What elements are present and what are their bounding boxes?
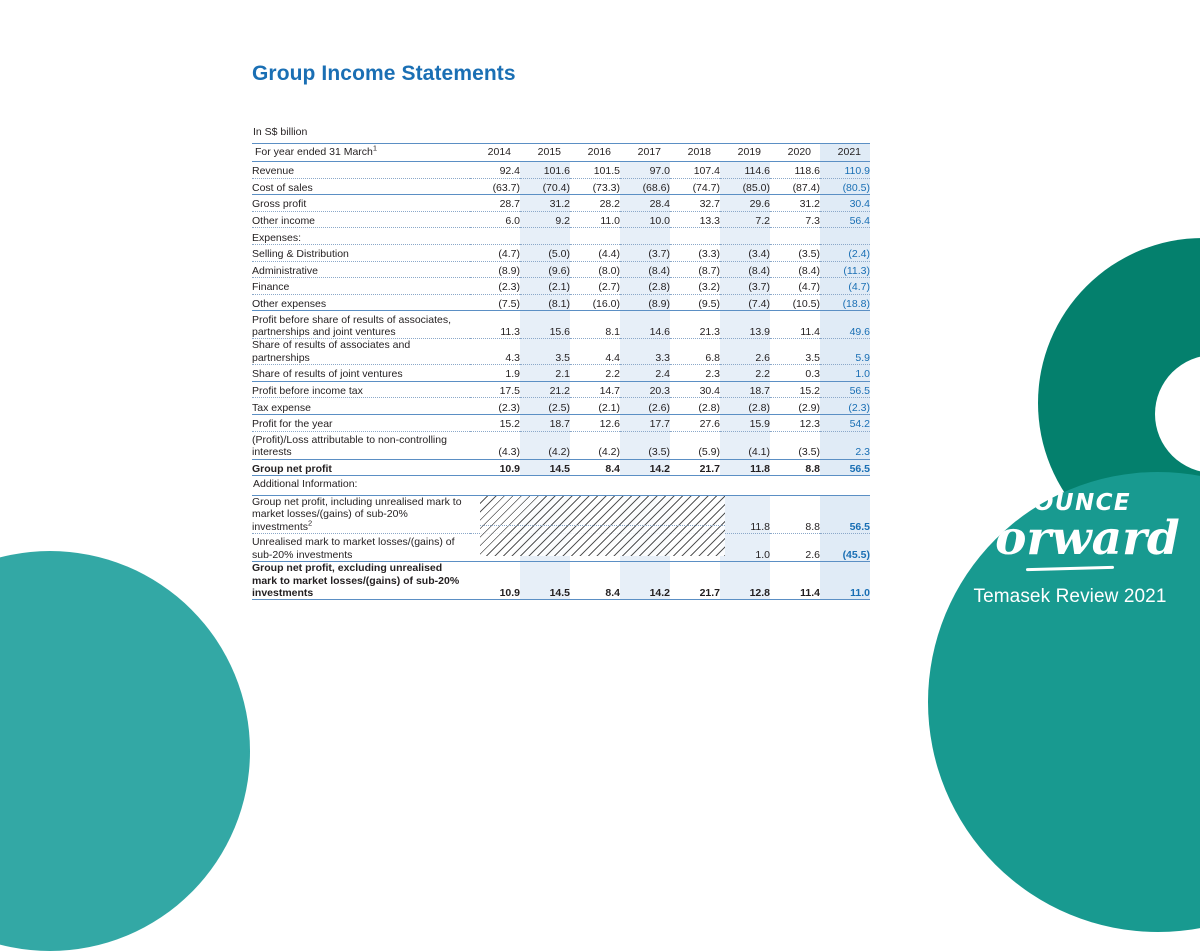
cell-2019: (2.8) — [720, 398, 770, 415]
cell-2021: 2.3 — [820, 431, 870, 459]
cell-2019: (85.0) — [720, 178, 770, 195]
row-label: Cost of sales — [252, 178, 470, 195]
cell-2018: 30.4 — [670, 381, 720, 398]
cell-2015 — [520, 534, 570, 562]
cell-2019: 11.8 — [720, 496, 770, 534]
cell-2016: 12.6 — [570, 414, 620, 431]
cell-2020 — [770, 228, 820, 245]
cell-2021: (11.3) — [820, 261, 870, 278]
cell-2020: 8.8 — [770, 496, 820, 534]
table-row — [252, 228, 870, 245]
header-period-label: For year ended 31 March$^1$ — [252, 144, 470, 162]
cell-2018: 27.6 — [670, 414, 720, 431]
cell-2015: 21.2 — [520, 381, 570, 398]
cell-2017: 97.0 — [620, 162, 670, 179]
cell-2014: 6.0 — [470, 211, 520, 228]
cell-2015: 3.5 — [520, 339, 570, 365]
cell-2019: 114.6 — [720, 162, 770, 179]
cell-2020: (8.4) — [770, 261, 820, 278]
cell-2016: 8.4 — [570, 459, 620, 476]
cell-2018 — [670, 534, 720, 562]
footnote-marker-2: 2 — [308, 518, 313, 528]
cell-2019: 15.9 — [720, 414, 770, 431]
cell-2017: 14.2 — [620, 562, 670, 600]
cell-2016: 11.0 — [570, 211, 620, 228]
cell-2020: 2.6 — [770, 534, 820, 562]
cell-2018: 21.7 — [670, 459, 720, 476]
cell-2021: 56.5 — [820, 381, 870, 398]
cell-2021: (18.8) — [820, 294, 870, 311]
cell-2018: 32.7 — [670, 195, 720, 212]
row-label: Gross profit — [252, 195, 470, 212]
cell-2015: 14.5 — [520, 459, 570, 476]
row-label: Selling & Distribution — [252, 244, 470, 261]
additional-information-table — [252, 495, 870, 600]
cell-2014: (2.3) — [470, 398, 520, 415]
cell-2021: (45.5) — [820, 534, 870, 562]
cell-2015: 101.6 — [520, 162, 570, 179]
cell-2019: (7.4) — [720, 294, 770, 311]
cell-2015: (9.6) — [520, 261, 570, 278]
cell-2020: (2.9) — [770, 398, 820, 415]
cell-2014: (2.3) — [470, 278, 520, 295]
cell-2020: 12.3 — [770, 414, 820, 431]
cell-2014: (8.9) — [470, 261, 520, 278]
cell-2015: 2.1 — [520, 365, 570, 382]
cell-2019: (3.4) — [720, 244, 770, 261]
cell-2020: (87.4) — [770, 178, 820, 195]
cell-2016: (4.2) — [570, 431, 620, 459]
cell-2018: 21.7 — [670, 562, 720, 600]
cell-2018 — [670, 496, 720, 534]
cell-2016: (4.4) — [570, 244, 620, 261]
cell-2020: 31.2 — [770, 195, 820, 212]
cell-2016: (8.0) — [570, 261, 620, 278]
cell-2019: (8.4) — [720, 261, 770, 278]
cell-2017: 10.0 — [620, 211, 670, 228]
cell-2014: 10.9 — [470, 459, 520, 476]
brand-block — [940, 478, 1200, 630]
cell-2014 — [470, 534, 520, 562]
cell-2020: (3.5) — [770, 431, 820, 459]
cell-2014: 15.2 — [470, 414, 520, 431]
cell-2020: 7.3 — [770, 211, 820, 228]
table-header-row — [252, 144, 870, 162]
cell-2015: (5.0) — [520, 244, 570, 261]
cell-2015: 9.2 — [520, 211, 570, 228]
cell-2021: 1.0 — [820, 365, 870, 382]
cell-2021: (2.3) — [820, 398, 870, 415]
cell-2020: (4.7) — [770, 278, 820, 295]
cell-2016: 101.5 — [570, 162, 620, 179]
table-row — [252, 278, 870, 295]
cell-2020: 3.5 — [770, 339, 820, 365]
cell-2016: (2.7) — [570, 278, 620, 295]
cell-2014: (4.7) — [470, 244, 520, 261]
col-header-2020: 2020 — [770, 144, 820, 162]
cell-2020: 15.2 — [770, 381, 820, 398]
page-title: Group Income Statements — [252, 62, 516, 85]
cell-2020: 8.8 — [770, 459, 820, 476]
cell-2020: 0.3 — [770, 365, 820, 382]
cell-2015: 15.6 — [520, 311, 570, 339]
cell-2018 — [670, 228, 720, 245]
row-label: Revenue — [252, 162, 470, 179]
cell-2017: 17.7 — [620, 414, 670, 431]
row-label: Profit before income tax — [252, 381, 470, 398]
cell-2016: (16.0) — [570, 294, 620, 311]
cell-2015: 31.2 — [520, 195, 570, 212]
cell-2017 — [620, 228, 670, 245]
cell-2020: 118.6 — [770, 162, 820, 179]
cell-2017: (8.9) — [620, 294, 670, 311]
row-label: Group net profit, including unrealised mark to market losses/(gains) of sub-20% investments$^2$ — [252, 496, 470, 534]
cell-2017: 14.6 — [620, 311, 670, 339]
cell-2018: (8.7) — [670, 261, 720, 278]
cell-2021: 5.9 — [820, 339, 870, 365]
cell-2015 — [520, 496, 570, 534]
cell-2014: 11.3 — [470, 311, 520, 339]
cell-2016: 8.4 — [570, 562, 620, 600]
cell-2014: 1.9 — [470, 365, 520, 382]
cell-2020: 11.4 — [770, 311, 820, 339]
cell-2018: 2.3 — [670, 365, 720, 382]
cell-2014: 28.7 — [470, 195, 520, 212]
table-row — [252, 162, 870, 179]
col-header-2018: 2018 — [670, 144, 720, 162]
cell-2017: (3.7) — [620, 244, 670, 261]
cell-2017: (3.5) — [620, 431, 670, 459]
col-header-2014: 2014 — [470, 144, 520, 162]
cell-2018: (2.8) — [670, 398, 720, 415]
table-row — [252, 365, 870, 382]
brand-underline-stroke — [1026, 566, 1114, 571]
cell-2016: 8.1 — [570, 311, 620, 339]
cell-2015: (2.1) — [520, 278, 570, 295]
table-row — [252, 178, 870, 195]
row-label: Share of results of joint ventures — [252, 365, 470, 382]
table-row — [252, 294, 870, 311]
row-label: Profit for the year — [252, 414, 470, 431]
cell-2016: (2.1) — [570, 398, 620, 415]
cell-2014: 4.3 — [470, 339, 520, 365]
cell-2016: 2.2 — [570, 365, 620, 382]
cell-2016: (73.3) — [570, 178, 620, 195]
table-row — [252, 534, 870, 562]
col-header-2019: 2019 — [720, 144, 770, 162]
cell-2021: 56.5 — [820, 496, 870, 534]
cell-2018: (9.5) — [670, 294, 720, 311]
cell-2017: (2.8) — [620, 278, 670, 295]
cell-2014: (7.5) — [470, 294, 520, 311]
cell-2014 — [470, 496, 520, 534]
col-header-2021: 2021 — [820, 144, 870, 162]
row-label: Other expenses — [252, 294, 470, 311]
cell-2018: (5.9) — [670, 431, 720, 459]
cell-2017: 2.4 — [620, 365, 670, 382]
cell-2017: 3.3 — [620, 339, 670, 365]
cell-2015: 18.7 — [520, 414, 570, 431]
table-row-total — [252, 562, 870, 600]
table-row — [252, 244, 870, 261]
table-row — [252, 195, 870, 212]
row-label: Other income — [252, 211, 470, 228]
table-row — [252, 496, 870, 534]
cell-2014: 10.9 — [470, 562, 520, 600]
cell-2018: 21.3 — [670, 311, 720, 339]
table-row — [252, 431, 870, 459]
table-row — [252, 414, 870, 431]
row-label: Finance — [252, 278, 470, 295]
cell-2018: (74.7) — [670, 178, 720, 195]
cell-2019: 2.6 — [720, 339, 770, 365]
cell-2017: (8.4) — [620, 261, 670, 278]
brand-review-title: Temasek Review 2021 — [973, 586, 1167, 607]
cell-2021: 110.9 — [820, 162, 870, 179]
cell-2020: (3.5) — [770, 244, 820, 261]
cell-2014: (4.3) — [470, 431, 520, 459]
table-row — [252, 211, 870, 228]
hatched-region-divider — [480, 525, 725, 527]
cell-2019 — [720, 228, 770, 245]
brand-bounce-text: BOUNCE — [1015, 490, 1131, 516]
row-label: Group net profit — [252, 459, 470, 476]
row-label: Share of results of associates and partnerships — [252, 339, 470, 365]
cell-2019: 29.6 — [720, 195, 770, 212]
cell-2017 — [620, 534, 670, 562]
cell-2021: (2.4) — [820, 244, 870, 261]
table-row — [252, 311, 870, 339]
table-row — [252, 398, 870, 415]
cell-2019: 1.0 — [720, 534, 770, 562]
cell-2015: (2.5) — [520, 398, 570, 415]
cell-2017: 14.2 — [620, 459, 670, 476]
col-header-2016: 2016 — [570, 144, 620, 162]
cell-2019: 13.9 — [720, 311, 770, 339]
footnote-marker-1: 1 — [372, 143, 378, 153]
cell-2019: (4.1) — [720, 431, 770, 459]
cell-2016 — [570, 228, 620, 245]
col-header-2015: 2015 — [520, 144, 570, 162]
cell-2016 — [570, 534, 620, 562]
cell-2015: (4.2) — [520, 431, 570, 459]
brand-forward-text: Forward — [964, 511, 1180, 566]
cell-2016: 4.4 — [570, 339, 620, 365]
additional-information-label: Additional Information: — [253, 478, 358, 490]
cell-2019: 11.8 — [720, 459, 770, 476]
cell-2021: 30.4 — [820, 195, 870, 212]
cell-2018: (3.3) — [670, 244, 720, 261]
cell-2019: 7.2 — [720, 211, 770, 228]
cell-2014 — [470, 228, 520, 245]
cell-2015 — [520, 228, 570, 245]
cell-2021: 11.0 — [820, 562, 870, 600]
cell-2015: 14.5 — [520, 562, 570, 600]
cell-2015: (70.4) — [520, 178, 570, 195]
cell-2021: 56.4 — [820, 211, 870, 228]
row-label: Group net profit, excluding unrealised mark to market losses/(gains) of sub-20% investments — [252, 562, 470, 600]
cell-2015: (8.1) — [520, 294, 570, 311]
cell-2017: (68.6) — [620, 178, 670, 195]
income-statement-table — [252, 143, 870, 476]
cell-2021 — [820, 228, 870, 245]
cell-2018: 107.4 — [670, 162, 720, 179]
cell-2018: 6.8 — [670, 339, 720, 365]
cell-2021: 54.2 — [820, 414, 870, 431]
cell-2017: 28.4 — [620, 195, 670, 212]
cell-2016: 14.7 — [570, 381, 620, 398]
cell-2019: (3.7) — [720, 278, 770, 295]
row-label: (Profit)/Loss attributable to non-controlling interests — [252, 431, 470, 459]
row-label: Tax expense — [252, 398, 470, 415]
row-label: Administrative — [252, 261, 470, 278]
row-label: Unrealised mark to market losses/(gains) of sub-20% investments — [252, 534, 470, 562]
cell-2020: 11.4 — [770, 562, 820, 600]
table-row — [252, 339, 870, 365]
cell-2018: 13.3 — [670, 211, 720, 228]
row-label: Expenses: — [252, 228, 470, 245]
cell-2021: 49.6 — [820, 311, 870, 339]
cell-2019: 12.8 — [720, 562, 770, 600]
cell-2021: (4.7) — [820, 278, 870, 295]
decorative-teal-circle-bottom-left — [0, 551, 250, 951]
cell-2014: 92.4 — [470, 162, 520, 179]
row-label: Profit before share of results of associates, partnerships and joint ventures — [252, 311, 470, 339]
table-row — [252, 261, 870, 278]
cell-2014: (63.7) — [470, 178, 520, 195]
table-row-total — [252, 459, 870, 476]
cell-2021: 56.5 — [820, 459, 870, 476]
col-header-2017: 2017 — [620, 144, 670, 162]
cell-2019: 2.2 — [720, 365, 770, 382]
cell-2017 — [620, 496, 670, 534]
unit-label: In S$ billion — [253, 126, 308, 138]
cell-2016: 28.2 — [570, 195, 620, 212]
cell-2017: (2.6) — [620, 398, 670, 415]
cell-2014: 17.5 — [470, 381, 520, 398]
table-row — [252, 381, 870, 398]
cell-2017: 20.3 — [620, 381, 670, 398]
cell-2021: (80.5) — [820, 178, 870, 195]
cell-2020: (10.5) — [770, 294, 820, 311]
cell-2018: (3.2) — [670, 278, 720, 295]
cell-2016 — [570, 496, 620, 534]
cell-2019: 18.7 — [720, 381, 770, 398]
